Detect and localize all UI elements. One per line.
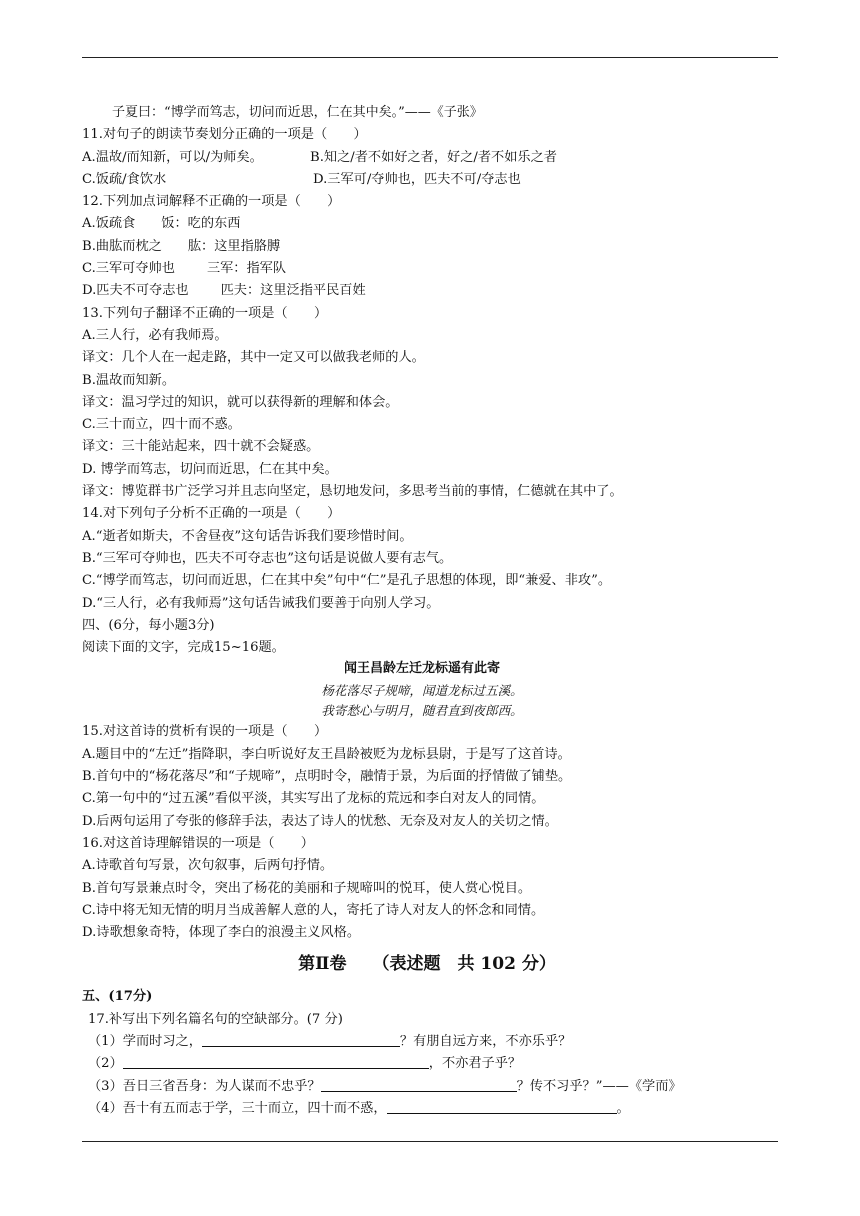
q15-stem: 15.对这首诗的赏析有误的一项是（ ）	[82, 724, 328, 740]
q17-blank-3[interactable]	[321, 1077, 517, 1092]
q17-blank-2[interactable]	[123, 1054, 429, 1069]
q12-c-text: C.三军可夺帅也	[82, 261, 175, 277]
q11-option-d: D.三军可/夺帅也，匹夫不可/夺志也	[313, 171, 521, 187]
q16-option-b: B.首句写景兼点时令，突出了杨花的美丽和子规啼叫的悦耳，使人赏心悦目。	[82, 880, 532, 896]
q13-translation-c: 译文：三十能站起来，四十就不会疑惑。	[82, 439, 320, 455]
q11-stem: 11.对句子的朗读节奏划分正确的一项是（ ）	[82, 127, 367, 143]
q17-blank-4[interactable]	[387, 1099, 617, 1114]
q17-line-1	[82, 1031, 782, 1053]
q15-option-d: D.后两句运用了夸张的修辞手法，表达了诗人的忧愁、无奈及对友人的关切之情。	[82, 813, 558, 829]
q13-translation-b: 译文：温习学过的知识，就可以获得新的理解和体会。	[82, 394, 399, 410]
q12-c-note: 三军：指军队	[206, 261, 287, 277]
q12-b-note: 肱：这里指胳膊	[187, 238, 281, 254]
q13-option-b: B.温故而知新。	[82, 372, 176, 388]
q17-stem: 17.补写出下列名篇名句的空缺部分。(7 分)	[88, 1011, 343, 1027]
q13-option-c: C.三十而立，四十而不惑。	[82, 417, 241, 433]
q12-d-text: D.匹夫不可夺志也	[82, 283, 189, 299]
exam-page	[82, 102, 782, 1120]
q13-option-d: D. 博学而笃志，切问而近思，仁在其中矣。	[82, 461, 338, 477]
poem-line-1: 杨花落尽子规啼，闻道龙标过五溪。	[321, 683, 523, 699]
q11-option-b: B.知之/者不如好之者，好之/者不如乐之者	[310, 149, 557, 165]
q17-line-1-post: ？有朋自远方来，不亦乐乎？	[399, 1033, 572, 1049]
q17-line-4-pre: （4）吾十有五而志于学，三十而立，四十而不惑，	[88, 1100, 387, 1116]
q15-option-a: A.题目中的“左迁”指降职，李白听说好友王昌龄被贬为龙标县尉，于是写了这首诗。	[82, 746, 571, 762]
q12-option-c	[82, 258, 782, 280]
q12-b-text: B.曲肱而枕之	[82, 238, 162, 254]
q13-translation-d: 译文：博览群书广泛学习并且志向坚定，恳切地发问，多思考当前的事情，仁德就在其中了。	[82, 484, 623, 500]
q12-d-note: 匹夫：这里泛指平民百姓	[220, 283, 366, 299]
q11-options-cd	[82, 169, 782, 191]
q14-option-b: B.“三军可夺帅也，匹夫不可夺志也”这句话是说做人要有志气。	[82, 550, 453, 566]
q12-option-a	[82, 213, 782, 235]
part4-heading: 四、(6分，每小题3分)	[82, 617, 215, 633]
header-rule	[82, 57, 778, 58]
q11-option-c: C.饭疏/食饮水	[82, 171, 167, 187]
part4-instruction: 阅读下面的文字，完成15~16题。	[82, 640, 285, 656]
q17-blank-1[interactable]	[202, 1032, 400, 1047]
q11-option-a: A.温故/而知新，可以/为师矣。	[82, 149, 263, 165]
q13-translation-a: 译文：几个人在一起走路，其中一定又可以做我老师的人。	[82, 350, 425, 366]
q17-line-3-pre: （3）吾日三省吾身：为人谋而不忠乎？	[88, 1078, 321, 1094]
poem-line-2: 我寄愁心与明月，随君直到夜郎西。	[321, 703, 523, 719]
q14-option-a: A.“逝者如斯夫，不舍昼夜”这句话告诉我们要珍惜时间。	[82, 528, 413, 544]
poem-title: 闻王昌龄左迁龙标遥有此寄	[343, 661, 500, 677]
section-2-subtitle: （表述题 共 102 分）	[372, 954, 556, 975]
q15-option-c: C.第一句中的“过五溪”看似平淡，其实写出了龙标的荒远和李白对友人的同情。	[82, 791, 545, 807]
q13-option-a: A.三人行，必有我师焉。	[82, 327, 228, 343]
q17-line-4-post: 。	[616, 1100, 630, 1116]
q12-option-b	[82, 236, 782, 258]
q15-option-b: B.首句中的“杨花落尽”和“子规啼”，点明时令，融情于景，为后面的抒情做了铺垫。	[82, 769, 572, 785]
q16-option-a: A.诗歌首句写景，次句叙事，后两句抒情。	[82, 858, 334, 874]
q11-options-ab	[82, 147, 782, 169]
q17-line-3	[82, 1076, 782, 1098]
section-2-title: 第Ⅱ卷	[298, 954, 347, 975]
q17-line-1-pre: （1）学而时习之，	[88, 1033, 202, 1049]
q17-line-2-pre: （2）	[88, 1056, 123, 1072]
part5-heading: 五、(17分)	[82, 989, 153, 1005]
q16-option-d: D.诗歌想象奇特，体现了李白的浪漫主义风格。	[82, 925, 361, 941]
q17-line-2-post: ，不亦君子乎？	[428, 1056, 522, 1072]
q12-option-d	[82, 280, 782, 302]
q12-stem: 12.下列加点词解释不正确的一项是（ ）	[82, 194, 341, 210]
q12-a-text: A.饭疏食	[82, 216, 136, 232]
q17-line-3-post: ？传不习乎？”——《学而》	[516, 1078, 682, 1094]
q12-a-note: 饭：吃的东西	[161, 216, 241, 232]
q14-option-c: C.“博学而笃志，切问而近思，仁在其中矣”句中“仁”是孔子思想的体现，即“兼爱、非攻”。	[82, 573, 612, 589]
footer-rule	[82, 1141, 778, 1142]
q13-stem: 13.下列句子翻译不正确的一项是（ ）	[82, 305, 328, 321]
q17-line-2	[82, 1053, 782, 1075]
q17-line-4	[82, 1098, 782, 1120]
q14-stem: 14.对下列句子分析不正确的一项是（ ）	[82, 506, 341, 522]
q16-option-c: C.诗中将无知无情的明月当成善解人意的人，寄托了诗人对友人的怀念和同情。	[82, 902, 545, 918]
q16-stem: 16.对这首诗理解错误的一项是（ ）	[82, 835, 314, 851]
quote-line: 子夏曰：“博学而笃志，切问而近思，仁在其中矣。”——《子张》	[112, 105, 483, 120]
section-2-heading	[82, 944, 782, 986]
q14-option-d: D.“三人行，必有我师焉”这句话告诫我们要善于向别人学习。	[82, 595, 440, 611]
